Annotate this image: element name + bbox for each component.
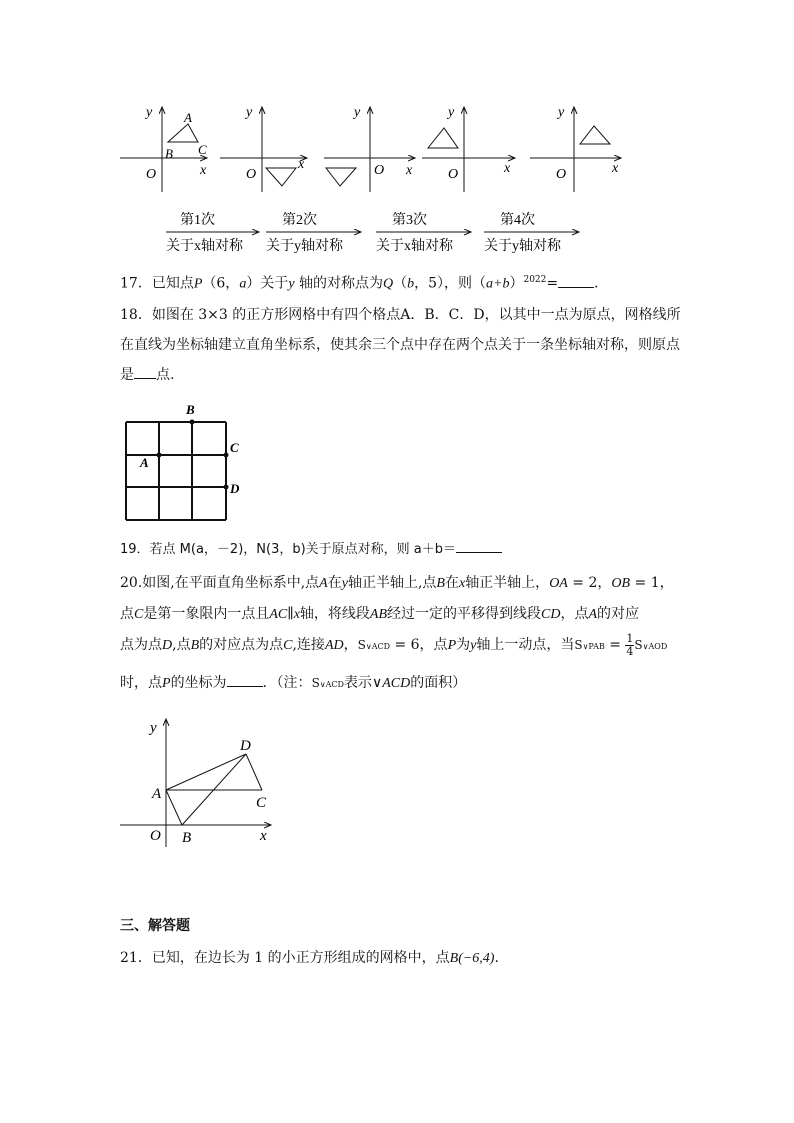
label-d: D	[240, 738, 251, 754]
axis-y-label: y	[146, 105, 153, 120]
answer-blank[interactable]	[227, 672, 263, 687]
section-heading: 三、解答题	[120, 918, 190, 934]
origin-label: O	[150, 828, 161, 844]
answer-blank[interactable]	[456, 538, 502, 553]
point-c-label: C	[198, 142, 207, 157]
origin-label: O	[146, 167, 157, 182]
triangle-abc	[168, 124, 198, 142]
panel-3	[324, 105, 414, 192]
coordinate-figure-q20	[116, 712, 286, 852]
step-3-rule: 关于x轴对称	[376, 239, 453, 254]
segment-ad	[166, 754, 246, 790]
axis-x-label: x	[406, 163, 413, 178]
triangle	[266, 168, 296, 186]
grid-3x3-figure	[116, 400, 256, 530]
axis-x-label: x	[200, 163, 207, 178]
triangle	[580, 126, 610, 144]
point-d	[224, 485, 229, 490]
label-a: A	[140, 455, 149, 470]
axis-y-label: y	[558, 105, 565, 120]
axis-x-label: x	[298, 157, 305, 172]
step-1-title: 第1次	[180, 213, 215, 228]
axis-x-label: x	[612, 161, 619, 176]
answer-blank[interactable]	[558, 273, 594, 288]
axis-y-label: y	[448, 105, 455, 120]
axis-y-label: y	[150, 720, 157, 736]
answer-blank[interactable]	[134, 364, 156, 379]
label-a: A	[152, 786, 162, 802]
panel-5	[530, 105, 620, 192]
point-a	[157, 453, 162, 458]
label-c: C	[256, 795, 267, 811]
point-b	[190, 420, 195, 425]
triangle	[428, 128, 458, 148]
label-c: C	[230, 440, 239, 455]
segment-ab	[166, 790, 182, 825]
question-18: 18．如图在 3×3 的正方形网格中有四个格点A．B．C．D，以其中一点为原点，网格线所 在直线为坐标轴建立直角坐标系，使其余三个点中存在两个点关于一条坐标轴对称，则原点 是 点.	[120, 307, 681, 383]
origin-label: O	[246, 167, 257, 182]
origin-label: O	[556, 167, 567, 182]
step-1-rule: 关于x轴对称	[166, 239, 243, 254]
question-19: 19．若点 M(a，－2)，N(3，b)关于原点对称，则 a＋b＝	[120, 538, 502, 560]
origin-label: O	[448, 167, 459, 182]
panel-2	[220, 105, 306, 192]
axis-x-label: x	[504, 161, 511, 176]
triangle	[326, 168, 356, 186]
panel-4	[422, 105, 514, 192]
panel-1	[120, 105, 207, 192]
step-4	[484, 212, 578, 254]
label-d: D	[230, 481, 240, 496]
step-3	[376, 212, 470, 254]
axis-y-label: y	[246, 105, 253, 120]
step-2	[266, 212, 360, 254]
label-b: B	[182, 830, 192, 846]
point-a-label: A	[184, 110, 192, 125]
fraction-one-quarter: $\frac{1}{4}$	[626, 631, 634, 658]
reflection-panels-figure	[110, 96, 630, 266]
point-b-label: B	[165, 146, 173, 161]
step-2-rule: 关于y轴对称	[266, 239, 343, 254]
step-2-title: 第2次	[282, 213, 317, 228]
question-17: 17．已知点P（6，a）关于y 轴的对称点为Q（b，5），则$(a+b)^{2022}=$ ．	[120, 270, 608, 295]
origin-label: O	[374, 163, 385, 178]
question-21: 21．已知，在边长为 1 的小正方形组成的网格中，点B(−6,4).	[120, 950, 499, 966]
step-1	[166, 212, 258, 254]
point-c	[224, 453, 229, 458]
step-3-title: 第3次	[392, 213, 427, 228]
axis-y-label: y	[354, 105, 361, 120]
axis-x-label: x	[260, 828, 267, 844]
label-b: B	[186, 402, 195, 417]
step-4-title: 第4次	[500, 213, 535, 228]
step-4-rule: 关于y轴对称	[484, 239, 561, 254]
segment-dc	[246, 754, 262, 790]
question-20: 20.如图,在平面直角坐标系中,点A在y轴正半轴上,点B在x轴正半轴上，OA = 2，OB = 1， 点C是第一象限内一点且AC∥x轴，将线段AB经过一定的平移得到线段CD，点A的对应 点为点D,点B的对应点为点C,连接AD，S∨ACD = 6，点P为y轴上一动点，当S∨PAB = $\frac{1}{4}$ S∨AOD 时，点P的坐标为 ．（注：S∨ACD表示∨ACD的面积）	[120, 575, 674, 691]
